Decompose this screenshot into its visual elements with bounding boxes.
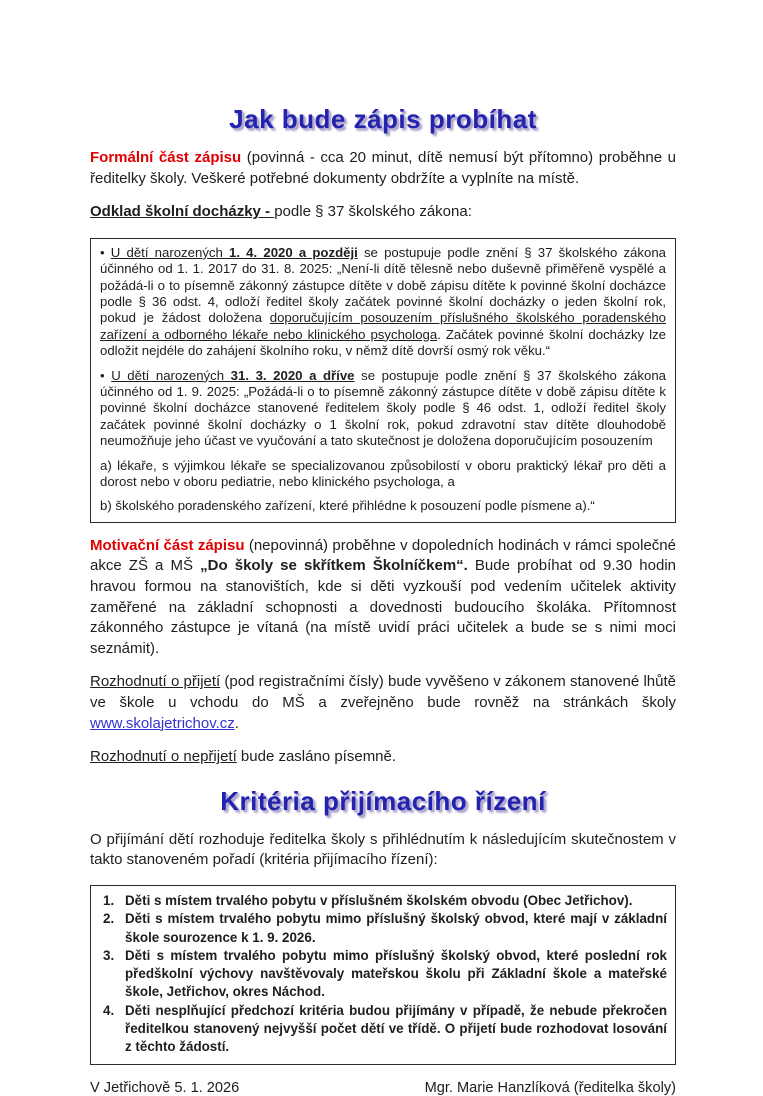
motivational-part-label: Motivační část zápisu (90, 536, 245, 554)
paragraph-deferral-heading (90, 189, 676, 223)
formal-part-text: (povinná - cca 20 minut, dítě nemusí být přítomno) proběhne u ředitelky školy. Veškeré potřebné dokumenty obdržíte a vyplníte na místě. (90, 149, 676, 187)
school-website-link[interactable]: www.skolajetrichov.cz (90, 714, 235, 732)
main-title: Jak bude zápis probíhat (229, 104, 537, 134)
motivational-text-1: (nepovinná) proběhne v dopoledních hodinách v rámci společné akce ZŠ a MŠ (90, 536, 676, 575)
criteria-item-number: 3. (103, 947, 115, 963)
paragraph-rejection-decision (90, 734, 676, 768)
criteria-item-text: Děti s místem trvalého pobytu mimo příslušný školský obvod, které mají v základní škole sourozence k 1. 9. 2026. (125, 911, 667, 945)
paragraph-formal-part (90, 135, 676, 189)
law-item-a: a) lékaře, s výjimkou lékaře se specializovanou způsobilostí v oboru praktický lékař pro děti a dorost nebo v oboru pediatrie, nebo klinického psychologa, a (100, 457, 666, 490)
admission-decision-label: Rozhodnutí o přijetí (90, 673, 221, 691)
criteria-item (95, 947, 667, 1002)
criteria-item-number: 2. (103, 911, 115, 927)
footer-place-date: V Jetřichově 5. 1. 2026 (90, 1079, 240, 1096)
rejection-decision-label: Rozhodnutí o nepřijetí (90, 748, 237, 766)
criteria-item (95, 892, 667, 910)
born-later-date: 1. 4. 2020 a později (229, 244, 358, 260)
criteria-item-text: Děti s místem trvalého pobytu mimo příslušný školský obvod, které poslední rok předškolní výchovy navštěvovaly mateřskou školu při Základní škole a mateřské škole, Jetřichov, okres Náchod. (125, 947, 667, 1000)
born-later-underline: U dětí narozených (110, 244, 230, 260)
law-item-b: b) školského poradenského zařízení, které přihlédne k posouzení podle písmene a).“ (100, 498, 595, 514)
criteria-item-text: Děti nesplňující předchozí kritéria budou přijímány v případě, že nebude překročen ředitelkou stanovený nejvyšší počet dětí ve třídě. O přijetí bude rozhodovat losování z těchto žádostí. (125, 1002, 667, 1055)
criteria-item-text: Děti s místem trvalého pobytu v příslušném školském obvodu (Obec Jetřichov). (125, 893, 633, 908)
document-content (90, 0, 676, 1096)
bullet-icon: • (100, 244, 111, 260)
deferral-heading-label: Odklad školní docházky - (90, 203, 275, 221)
paragraph-admission-decision (90, 659, 676, 734)
formal-part-label: Formální část zápisu (90, 149, 242, 166)
rejection-decision-text: bude zasláno písemně. (236, 748, 397, 766)
motivational-text-2: Bude probíhat od 9.30 hodin hravou formou na stanovištích, kde si děti vyzkouší pod vedením učitelek aktivity zaměřené na základní schopnosti a dovednosti budoucího školáka. Přítomnost zákonného zástupce je vítaná (na místě uvidí práci učitelek a bude se s nimi moci seznámit). (90, 557, 677, 657)
admission-decision-period: . (234, 714, 239, 732)
footer-signature: Mgr. Marie Hanzlíková (ředitelka školy) (424, 1079, 676, 1096)
criteria-item (95, 910, 667, 947)
born-later-recommendation-underline: doporučujícím posouzením příslušného školského poradenského zařízení a odborného lékaře nebo klinického psychologa (100, 310, 666, 342)
criteria-box (90, 885, 676, 1065)
born-later-text-1: se postupuje podle znění § 37 školského zákona účinného od 1. 1. 2017 do 31. 8. 2025: „Není-li dítě tělesně nebo duševně přiměřeně vyspělé a požádá-li o to písemně zákonný zástupce dítěte v době zápisu dítěte k povinné školní docházce podle § 36 odst. 4, odloží ředitel školy začátek povinné školní docházky o jeden školní rok, pokud je žádost doložena (100, 244, 666, 326)
law-paragraph-born-later (100, 245, 666, 360)
deferral-heading-text: podle § 37 školského zákona: (274, 203, 472, 221)
law-paragraph-born-earlier (100, 360, 666, 450)
criteria-section-title: Kritéria přijímacího řízení (220, 785, 546, 816)
document-footer (90, 1065, 676, 1096)
admission-decision-text: (pod registračními čísly) bude vyvěšeno v zákonem stanovené lhůtě ve škole u vchodu do MŠ a zveřejněno bude rovněž na stránkách školy (90, 673, 676, 712)
paragraph-criteria-intro: O přijímání dětí rozhoduje ředitelka školy s přihlédnutím k následujícím skutečnostem v takto stanoveném pořadí (kritéria přijímacího řízení): (90, 830, 676, 869)
born-earlier-date: 31. 3. 2020 a dříve (230, 367, 355, 383)
criteria-item-number: 4. (103, 1002, 115, 1018)
born-earlier-underline: U dětí narozených (111, 367, 231, 383)
event-name: „Do školy se skřítkem Školníčkem“. (200, 557, 468, 575)
bullet-icon: • (100, 367, 112, 383)
born-later-text-2: . Začátek povinné školní docházky lze odložit nejdéle do zahájení školního roku, v němž dítě dovrší osmý rok věku.“ (100, 326, 666, 359)
law-box (90, 238, 676, 523)
criteria-item (95, 1002, 667, 1057)
paragraph-motivational-part (90, 523, 676, 660)
criteria-item-number: 1. (103, 893, 115, 908)
born-earlier-text: se postupuje podle znění § 37 školského zákona účinného od 1. 9. 2025: „Požádá-li o to písemně zákonný zástupce dítěte v době zápisu dítěte k povinné školní docházce stanovené ředitelem školy podle § 46 odst. 1, odloží ředitel školy začátek povinné školní docházky o 1 školní rok, pokud zdravotní stav dítěte dlouhodobě neumožňuje jeho účast ve vyučování a tato skutečnost je doložena doporučujícím posouzením (100, 367, 666, 449)
